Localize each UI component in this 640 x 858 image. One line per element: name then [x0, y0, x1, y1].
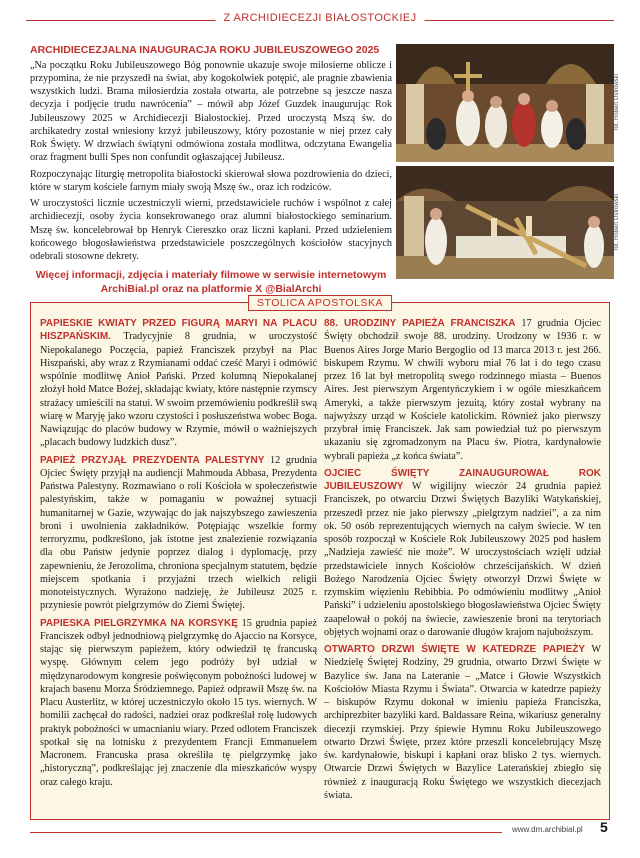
- news-text: 15 grudnia papież Franciszek odbył jednodniową pielgrzymkę do Ajaccio na Korsyce, stając się pierwszym papieżem, który odwiedził tę francuską wyspę. Głównym celem jego podróży był udział w międzynarodowym kongresie poświęconym pobożności ludowej w krajach basenu Morza Śródziemnego. Papież odprawił Mszę św. na Placu Austerlitz, w której uczestniczyło około 15 tys. wiernych. W homilii zachęcał do radości, nadziei oraz podkreślał rolę ludowych praktyk pobożności w umacnianiu wiary. Przed odlotem Franciszek spotkał się na lotnisku z prezydentem Francji Emmanuelem Macronem. Francuska prasa określiła tę pielgrzymkę jako „historyczną”, podkreślając jej znaczenie dla mieszkańców wyspy oraz całego kraju.: [40, 617, 317, 788]
- footer-url[interactable]: www.dm.archibial.pl: [512, 825, 583, 834]
- top-article-paragraph: W uroczystości licznie uczestniczyli wierni, przedstawiciele ruchów i wspólnot z całej archidiecezji, osoby życia konsekrowanego oraz alumni białostockiego seminarium. Mszę św. koncelebrował bp Henryk Ciereszko oraz liczni kapłani. Przed udzieleniem końcowego błogosławieństwa przedstawiciele poszczególnych kościołów stacyjnych odebrali stosowne dekrety.: [30, 198, 392, 263]
- footer-rule: [30, 832, 502, 833]
- stolica-apostolska-box: [30, 297, 610, 820]
- more-info-line: ArchiBial.pl oraz na platformie X @BialArchi: [100, 283, 322, 296]
- top-article-paragraph: „Na początku Roku Jubileuszowego Bóg ponownie ukazuje swoje miłosierne oblicze i przypomina, że nie przyszedł na świat, aby kogokolwiek potępić, ale pragnie zbawienia wszystkich ludzi. Brama miłosierdzia została otwarta, ale potrzebne są jeszcze nasza decyzja i podjęcie trudu nawrócenia” – mówił abp Józef Guzdek inaugurując Rok Jubileuszowy 2025 w Archidiecezji Białostockiej. Przed uroczystą Mszą św. do archikatedry został wniesiony krzyż jubileuszowy, który pozostanie w niej przez cały Rok Święty. W drzwiach świątyni odmówiona została modlitwa, odczytana Ewangelia oraz fragment bulli Spes non confundit ogłaszającej Jubileusz.: [30, 59, 392, 164]
- left-column: [40, 317, 317, 793]
- news-text: W wigilijny wieczór 24 grudnia papież Franciszek, po otwarciu Drzwi Świętych Bazyliki Watykańskiej, przeszedł przez nie jako pierwszy „pielgrzym nadziei”, a za nim ok. 50 osób reprezentujących wiernych na całym świecie. W ten sposób rozpoczął w Kościele Rok Jubileuszowy 2025 pod hasłem „Nadzieja zawieść nie może”. W uroczystościach wzięli udział przedstawiciele innych Kościołów chrześcijańskich. W dzień Bożego Narodzenia Ojciec Święty otworzył Drzwi Święte w rzymskim więzieniu Rebibbia. Po odmówieniu modlitwy „Anioł Pański” i udzieleniu apostolskiego błogosławieństwa Ojciec Święty zaapelował o pokój na świecie, zawieszenie broni na terytoriach objętych wojnami oraz o darowanie długów krajom najuboższym.: [324, 481, 601, 638]
- top-article-headline: ARCHIDIECEZJALNA INAUGURACJA ROKU JUBILEUSZOWEGO 2025: [30, 44, 380, 56]
- news-item: [40, 317, 317, 450]
- section-header-label: Z ARCHIDIECEZJI BIAŁOSTOCKIEJ: [216, 12, 425, 24]
- news-item: [40, 454, 317, 613]
- news-headline: PAPIESKA PIELGRZYMKA NA KORSYKĘ: [40, 617, 238, 629]
- news-item: [324, 317, 601, 463]
- news-headline: PAPIEŻ PRZYJĄŁ PREZYDENTA PALESTYNY: [40, 454, 265, 466]
- photo-procession: [396, 44, 614, 162]
- more-info-line: Więcej informacji, zdjęcia i materiały filmowe w serwisie internetowym: [35, 269, 387, 282]
- news-headline: OTWARTO DRZWI ŚWIĘTE W KATEDRZE PAPIEŻY: [324, 644, 586, 655]
- photo-credit: fot. Robert Ostrowski: [614, 73, 620, 130]
- news-headline: PAPIESKIE KWIATY PRZED FIGURĄ MARYI NA PLACU HISZPAŃSKIM.: [40, 318, 317, 343]
- stolica-label: STOLICA APOSTOLSKA: [248, 295, 392, 311]
- top-article: [30, 44, 392, 297]
- photo-credit: fot. Robert Ostrowski: [614, 193, 620, 250]
- news-text: Tradycyjnie 8 grudnia, w uroczystość Niepokalanego Poczęcia, papież Franciszek przybył na Plac Hiszpański, aby wraz z Rzymianami oddać cześć Maryi i odmówić wspólnie modlitwę Anioł Pański. Przed kolumną Niepokalanej złożył hołd Matce Bożej, składając kwiaty, które następnie rzymscy strażacy umieścili na statui. W swoim przemówieniu podkreślił swą wiarę w Maryję jako wzoru czystości i posłuszeństwa wobec Boga. Nawiązując do placów budowy w Rzymie, mówił o ważniejszych „placach budowy ludzkich dusz”.: [40, 331, 317, 449]
- news-item: [40, 617, 317, 789]
- photo-altar: [396, 166, 614, 279]
- page-number: 5: [600, 819, 608, 835]
- news-text: 17 grudnia Ojciec Święty obchodził swoje 88. urodziny. Urodzony w 1936 r. w Buenos Aires Jorge Mario Bergoglio od 13 marca 2013 r. jest 266. biskupem Rzymu. W chwili wyboru miał 76 lat i do tego czasu przez 16 lat był metropolitą swego rodzinnego miasta – Buenos Aires. Jest pierwszym Argentyńczykiem i w ogóle mieszkańcem Ameryki, a także pierwszym jezuitą, który został wybrany na najwyższy urząd w Kościele katolickim. Również jako pierwszy przybrał imię Franciszek. Jak sam powiedział tuż po pierwszym ukazaniu się zgromadzonym na Placu św. Piotra, kardynałowie wybrali papieża „z końca świata”.: [324, 318, 601, 462]
- news-item: [324, 643, 601, 802]
- section-header: [26, 8, 614, 32]
- news-headline: 88. URODZINY PAPIEŻA FRANCISZKA: [324, 318, 516, 329]
- right-column: [324, 317, 601, 806]
- more-info: [30, 269, 392, 296]
- news-text: W Niedzielę Świętej Rodziny, 29 grudnia, otwarto Drzwi Święte w Bazylice św. Jana na Lateranie – „Matce i Głowie Wszystkich Kościołów Miasta Rzymu i Świata”. Otwarcia w katedrze papieży – biskupów Rzymu dokonał w imieniu papieża Franciszka, archiprezbiter bazyliki kard. Baldassare Reina, wikariusz generalny diecezji rzymskiej. Przy śpiewie Hymnu Roku Jubileuszowego otwarto Drzwi Święte, przez które przeszli koncelebrujący Mszę św. kardynałowie, biskupi i kapłani oraz blisko 2 tys. wiernych. Otwarcie Drzwi Świętych w Bazylice Laterańskiej zbiegło się również z inauguracją Roku Świętego we wszystkich diecezjach świata.: [324, 644, 601, 801]
- news-item: [324, 467, 601, 639]
- news-text: 12 grudnia Ojciec Święty przyjął na audiencji Mahmouda Abbasa, Prezydenta Państwa Palestyny. Rozmawiano o roli Kościoła w społeczeństwie palestyńskim, także w pomaganiu w poważnej sytuacji humanitarnej w Gazie, wzywając do jak najszybszego zawieszenia broni i uwolnienia zakładników. Potępiając wszelkie formy terroryzmu, podkreślono, jak istotne jest znalezienie rozwiązania dla obu Państw jedynie poprzez dialog i dyplomację, przy zapewnieniu, że Jerozolima, chroniona specjalnym statutem, będzie miejscem spotkania i przyjaźni trzech wielkich religii monoteistycznych. Wyrażono nadzieję, że Jubileusz 2025 r. przyniesie powrót pielgrzymów do Ziemi Świętej.: [40, 454, 317, 612]
- news-headline: OJCIEC ŚWIĘTY ZAINAUGUROWAŁ ROK JUBILEUSZOWY: [324, 467, 601, 492]
- top-article-paragraph: Rozpoczynając liturgię metropolita białostocki skierował słowa pozdrowienia do dzieci, które w starym kościele farnym miały swoją Mszę św., oraz ich rodziców.: [30, 168, 392, 193]
